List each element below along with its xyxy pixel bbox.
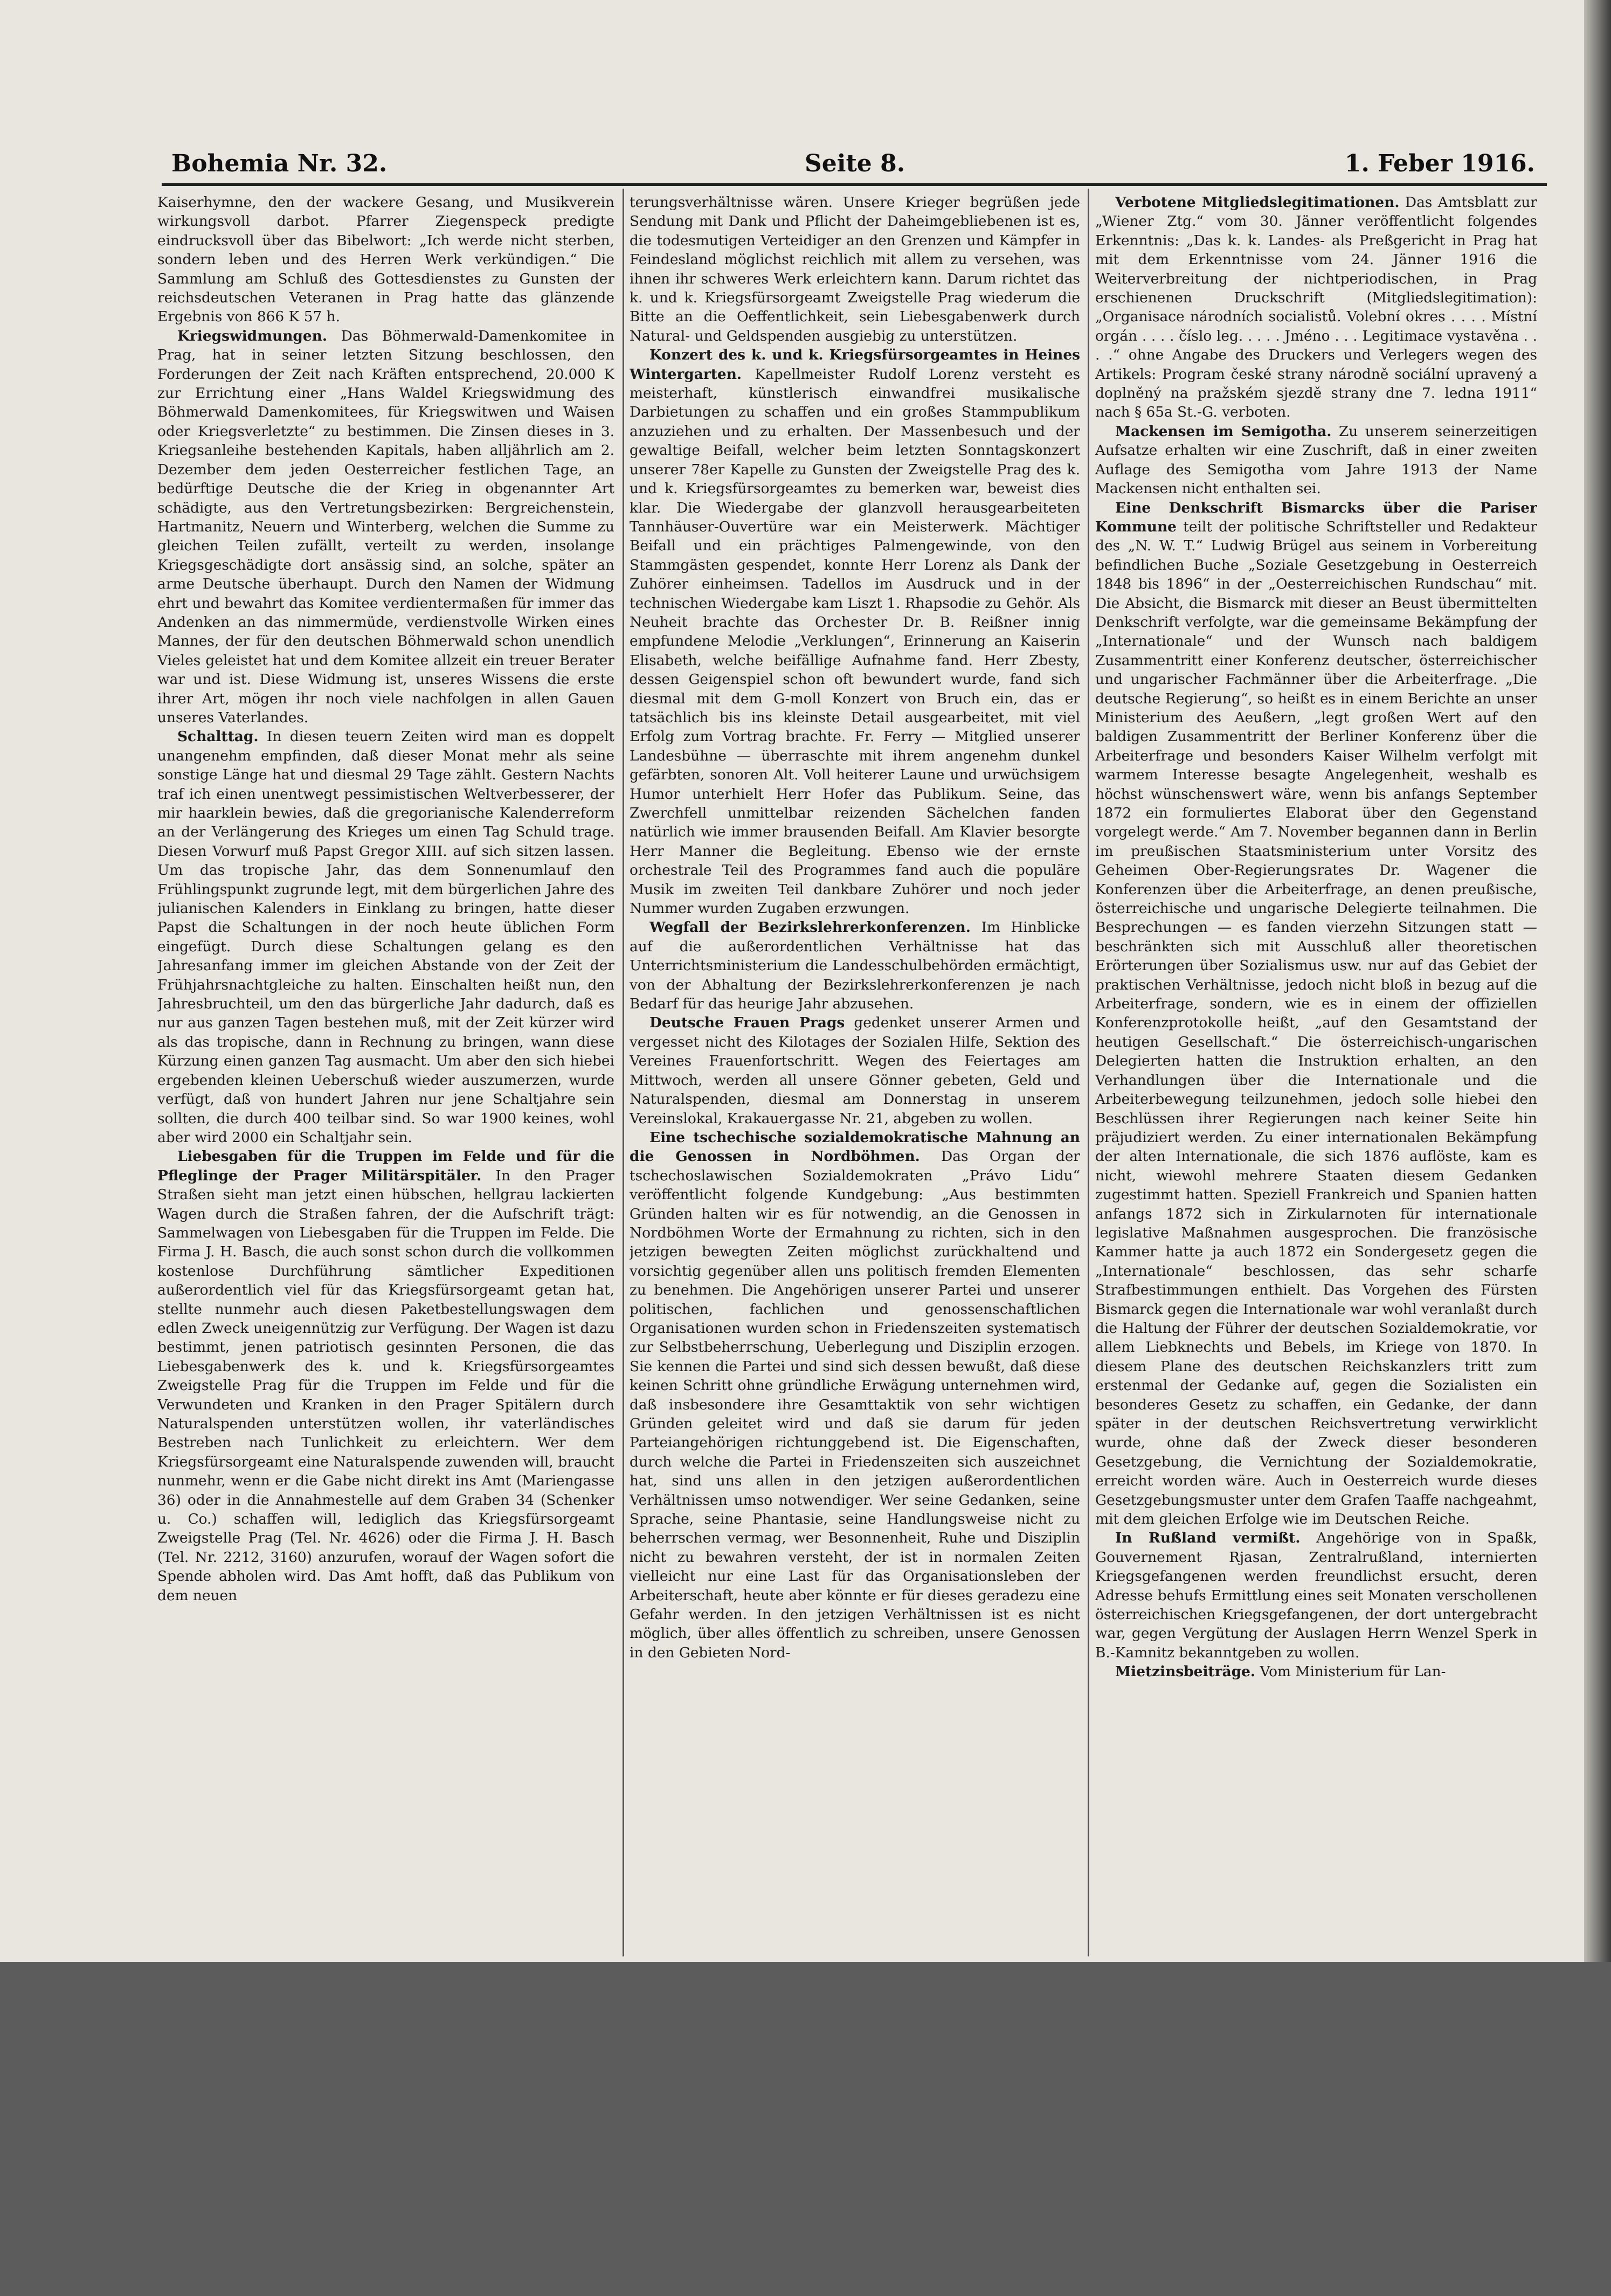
column-divider <box>623 189 624 1956</box>
article-body: gedenket unserer Armen und vergesset nicht des Kilotages der Sozialen Hilfe, Sektion des Vereines Frauenfortschritt. Wegen des Feiertages am Mittwoch, werden all unsere Gönner gebeten, Geld und Naturalspenden, diesmal am Donnerstag in unserem Vereinslokal, Krakauergasse Nr. 21, abgeben zu wollen. <box>630 1014 1080 1127</box>
article-paragraph <box>630 1013 1080 1128</box>
article-paragraph <box>157 727 614 1147</box>
article-headline: Kriegswidmungen. <box>177 327 328 344</box>
article-headline: Deutsche Frauen Prags <box>649 1014 845 1032</box>
article-paragraph <box>1095 422 1537 499</box>
column-divider <box>1088 189 1089 1956</box>
article-paragraph <box>1095 1529 1537 1662</box>
issue-date: 1. Feber 1916. <box>1344 150 1535 177</box>
text-column-1 <box>157 193 614 1955</box>
article-paragraph <box>1095 1662 1537 1681</box>
article-paragraph <box>1095 193 1537 422</box>
article-headline: Schalttag. <box>177 728 259 745</box>
article-headline: Mackensen im Semigotha. <box>1115 423 1332 440</box>
article-body: Das Organ der tschechoslawischen Sozialdemokraten „Právo Lidu“ veröffentlicht folgende Kundgebung: „Aus bestimmten Gründen halten wir es für notwendig, an die Genossen in Nordböhmen Worte der Ermahnung zu richten, sich in den jetzigen bewegten Zeiten möglichst zurückhaltend und vorsichtig gegenüber allen uns politisch fremden Elementen zu benehmen. Die Angehörigen unserer Partei und unserer politischen, fachlichen und genossenschaftlichen Organisationen wurden schon in Friedenszeiten systematisch zur Selbstbeherrschung, Ueberlegung und Disziplin erzogen. Sie kennen die Partei und sind sich dessen bewußt, daß diese keinen Schritt ohne gründliche Erwägung unternehmen wird, daß insbesondere ihre Gesamttaktik von sehr wichtigen Gründen geleitet wird und daß sie darum für jeden Parteiangehörigen richtunggebend ist. Die Eigenschaften, durch welche die Partei in Friedenszeiten sich auszeichnet hat, sind uns allen in den jetzigen außerordentlichen Verhältnissen umso notwendiger. Wer seine Gedanken, seine Sprache, seine Phantasie, seine Handlungsweise nicht zu beherrschen vermag, wer Besonnenheit, Ruhe und Disziplin nicht zu bewahren versteht, der ist in normalen Zeiten vielleicht nur eine Last für das Organisationsleben der Arbeiterschaft, heute aber könnte er für dieses geradezu eine Gefahr werden. In den jetzigen Verhältnissen ist es nicht möglich, über alles öffentlich zu schreiben, unsere Genossen in den Gebieten Nord- <box>630 1148 1080 1661</box>
article-body: teilt der politische Schriftsteller und Redakteur des „N. W. T.“ Ludwig Brügel aus seinem in Vorbereitung befindlichen Buche „Soziale Gesetzgebung in Oesterreich 1848 bis 1896“ in der „Oesterreichischen Rundschau“ mit. Die Absicht, die Bismarck mit dieser an Beust übermittelten Denkschrift verfolgte, war die gemeinsame Bekämpfung der „Internationale“ und der Wunsch nach baldigem Zusammentritt einer Konferenz deutscher, österreichischer und ungarischer Fachmänner über die Arbeiterfrage. „Die deutsche Regierung“, so heißt es in einem Berichte an unser Ministerium des Aeußern, „legt großen Wert auf den baldigen Zusammentritt der Berliner Konferenz über die Arbeiterfrage und besonders Kaiser Wilhelm verfolgt mit warmem Interesse besagte Angelegenheit, weshalb es höchst wünschenswert wäre, wenn bis anfangs September 1872 ein formuliertes Elaborat über den Gegenstand vorgelegt werde.“ Am 7. November begannen dann in Berlin im preußischen Staatsministerium unter Vorsitz des Geheimen Ober-Regierungsrates Dr. Wagener die Konferenzen über die Arbeiterfrage, an denen preußische, österreichische und ungarische Delegierte teilnahmen. Die Besprechungen — es fanden vierzehn Sitzungen statt — beschränkten sich mit Ausschluß aller theoretischen Erörterungen über Sozialismus usw. nur auf das Gebiet der praktischen Verhältnisse, jedoch nicht bloß in bezug auf die Arbeiterfrage, sondern, wie es in einem der offiziellen Konferenzprotokolle heißt, „auf den Gesamtstand der heutigen Gesellschaft.“ Die österreichisch-ungarischen Delegierten hatten die Instruktion erhalten, an den Verhandlungen über die Internationale und die Arbeiterbewegung teilzunehmen, jedoch solle hiebei den Beschlüssen ihrer Regierungen nach keiner Seite hin präjudiziert werden. Zu einer internationalen Bekämpfung der alten Internationale, die sich 1876 auflöste, kam es nicht, wiewohl mehrere Staaten diesem Gedanken zugestimmt hatten. Speziell Frankreich und Spanien hatten anfangs 1872 sich in Zirkularnoten für internationale legislative Maßnahmen ausgesprochen. Die französische Kammer hatte ja auch 1872 ein Sondergesetz gegen die „Internationale“ beschlossen, das sehr scharfe Strafbestimmungen enthielt. Das Vorgehen des Fürsten Bismarck gegen die Internationale war wohl veranlaßt durch die Haltung der Führer der deutschen Sozialdemokratie, vor allem Liebknechts und Bebels, im Kriege von 1870. In diesem Plane des deutschen Reichskanzlers tritt zum erstenmal der Gedanke auf, gegen die Sozialisten ein besonderes Gesetz zu schaffen, ein Gedanke, der dann später in der deutschen Reichsvertretung verwirklicht wurde, ohne daß der Zweck dieser besonderen Gesetzgebung, die Vernichtung der Sozialdemokratie, erreicht worden wäre. Auch in Oesterreich wurde dieses Gesetzgebungsmuster unter dem Grafen Taaffe nachgeahmt, mit dem gleichen Erfolge wie im Deutschen Reiche. <box>1095 518 1537 1528</box>
article-paragraph <box>630 918 1080 1013</box>
article-body: Kapellmeister Rudolf Lorenz versteht es meisterhaft, künstlerisch einwandfrei musikalische Darbietungen zu schaffen und ein großes Stammpublikum anzuziehen und zu erhalten. Der Massenbesuch und der gewaltige Beifall, welcher beim letzten Sonntagskonzert unserer 78er Kapelle zu Gunsten der Zweigstelle Prag des k. und k. Kriegsfürsorgeamtes zu bemerken war, beweist dies klar. Die Wiedergabe der glanzvoll herausgearbeiteten Tannhäuser-Ouvertüre war ein Meisterwerk. Mächtiger Beifall und ein prächtiges Palmengewinde, von den Stammgästen gespendet, konnte Herr Lorenz als Dank der Zuhörer einheimsen. Tadellos im Ausdruck und in der technischen Wiedergabe kam Liszt 1. Rhapsodie zu Gehör. Als Neuheit brachte das Orchester Dr. B. Reißner innig empfundene Melodie „Verklungen“, Erinnerung an Kaiserin Elisabeth, welche beifällige Aufnahme fand. Herr Zbesty, dessen Geigenspiel schon oft bewundert wurde, fand sich diesmal mit dem G-moll Konzert von Bruch ein, das er tatsächlich bis ins kleinste Detail ausgearbeitet, mit viel Erfolg zum Vortrag brachte. Fr. Ferry — Mitglied unserer Landesbühne — überraschte mit ihrem angenehm dunkel gefärbten, sonoren Alt. Voll heiterer Laune und urwüchsigem Humor unterhielt Herr Hofer das Publikum. Seine, das Zwerchfell unmittelbar reizenden Sächelchen fanden natürlich wie immer brausenden Beifall. Am Klavier besorgte Herr Manner die Begleitung. Ebenso wie der ernste orchestrale Teil des Programmes fand auch die populäre Musik im zweiten Teil dankbare Zuhörer und noch jeder Nummer wurden Zugaben erzwungen. <box>630 365 1080 917</box>
article-body: terungsverhältnisse wären. Unsere Krieger begrüßen jede Sendung mit Dank und Pflicht der Daheimgebliebenen ist es, die todesmutigen Verteidiger an den Grenzen und Kämpfer in Feindesland möglichst reichlich mit allem zu versehen, was ihnen ihr schweres Werk erleichtern kann. Darum richtet das k. und k. Kriegsfürsorgeamt Zweigstelle Prag wiederum die Bitte an die Oeffentlichkeit, sein Liebesgabenwerk durch Natural- und Geldspenden ausgiebig zu unterstützen. <box>630 194 1080 344</box>
article-paragraph <box>157 1147 614 1605</box>
page-header <box>171 150 1535 182</box>
article-paragraph <box>157 193 614 327</box>
article-paragraph <box>630 1128 1080 1662</box>
article-paragraph <box>1095 499 1537 1529</box>
article-headline: Eine Denkschrift Bismarcks über die Pariser Kommune <box>1095 499 1537 535</box>
article-body: Vom Ministerium für Lan- <box>1260 1663 1446 1680</box>
header-rule <box>162 183 1547 186</box>
article-body: Im Hinblicke auf die außerordentlichen Verhältnisse hat das Unterrichtsministerium die Landesschulbehörden ermächtigt, von der Abhaltung der Bezirkslehrerkonferenzen je nach Bedarf für das heurige Jahr abzusehen. <box>630 919 1080 1013</box>
article-paragraph <box>630 345 1080 918</box>
article-headline: Verbotene Mitgliedslegitimationen. <box>1115 194 1400 211</box>
article-headline: Mietzinsbeiträge. <box>1115 1663 1256 1680</box>
article-body: Zu unserem seinerzeitigen Aufsatze erhalten wir eine Zuschrift, daß in einer zweiten Auflage des Semigotha vom Jahre 1913 der Name Mackensen nicht enthalten sei. <box>1095 423 1537 497</box>
article-paragraph <box>630 193 1080 345</box>
scanner-background <box>0 1962 1611 2296</box>
article-body: Das Amtsblatt zur „Wiener Ztg.“ vom 30. Jänner veröffentlicht folgendes Erkenntnis: „Das k. k. Landes- als Preßgericht in Prag hat mit dem Erkenntnisse vom 24. Jänner 1916 die Weiterverbreitung der nichtperiodischen, in Prag erschienenen Druckschrift (Mitgliedslegitimation): „Organisace národních socialistů. Volební okres . . . . Místní orgán . . . . číslo leg. . . . . Jméno . . . Legitimace vystavěna . . . .“ ohne Angabe des Druckers und Verlegers wegen des Artikels: Program české strany národně sociální upravený a doplněný na pražském sjezdě strany dne 7. ledna 1911“ nach § 65a St.-G. verboten. <box>1095 194 1537 421</box>
page-edge-shadow <box>1584 0 1611 1962</box>
article-body: Kaiserhymne, den der wackere Gesang, und Musikverein wirkungsvoll darbot. Pfarrer Ziegenspeck predigte eindrucksvoll über das Bibelwort: „Ich werde nicht sterben, sondern leben und des Herren Werk verkündigen.“ Die Sammlung am Schluß des Gottesdienstes zu Gunsten der reichsdeutschen Veteranen in Prag hatte das glänzende Ergebnis von 866 K 57 h. <box>157 194 614 326</box>
page-number: Seite 8. <box>805 150 905 177</box>
text-column-3 <box>1095 193 1537 1955</box>
text-column-2 <box>630 193 1080 1955</box>
article-body: In den Prager Straßen sieht man jetzt einen hübschen, hellgrau lackierten Wagen durch die Straßen fahren, der die Aufschrift trägt: Sammelwagen von Liebesgaben für die Truppen im Felde. Die Firma J. H. Basch, die auch sonst schon durch die vollkommen kostenlose Durchführung sämtlicher Expeditionen außerordentlich viel für das Kriegsfürsorgeamt getan hat, stellte nunmehr auch diesen Paketbestellungswagen dem edlen Zweck uneigennützig zur Verfügung. Der Wagen ist dazu bestimmt, jenen patriotisch gesinnten Personen, die das Liebesgabenwerk des k. und k. Kriegsfürsorgeamtes Zweigstelle Prag für die Truppen im Felde und für die Verwundeten und Kranken in den Prager Spitälern durch Naturalspenden unterstützen wollen, ihr vaterländisches Bestreben nach Tunlichkeit zu erleichtern. Wer dem Kriegsfürsorgeamt eine Naturalspende zuwenden will, braucht nunmehr, wenn er die Gabe nicht direkt ins Amt (Mariengasse 36) oder in die Annahmestelle auf dem Graben 34 (Schenker u. Co.) schaffen will, lediglich das Kriegsfürsorgeamt Zweigstelle Prag (Tel. Nr. 4626) oder die Firma J. H. Basch (Tel. Nr. 2212, 3160) anzurufen, worauf der Wagen sofort die Spende abholen wird. Das Amt hofft, daß das Publikum von dem neuen <box>157 1167 614 1604</box>
article-body: Angehörige von in Spaßk, Gouvernement Rjasan, Zentralrußland, internierten Kriegsgefangenen werden freundlichst ersucht, deren Adresse behufs Ermittlung eines seit Monaten verschollenen österreichischen Kriegsgefangenen, der dort untergebracht war, gegen Vergütung der Auslagen Herrn Wenzel Sperk in B.-Kamnitz bekanntgeben zu wollen. <box>1095 1530 1537 1661</box>
article-headline: Liebesgaben für die Truppen im Felde und für die Pfleglinge der Prager Militärspitäler. <box>157 1148 614 1184</box>
article-paragraph <box>157 327 614 728</box>
newspaper-issue: Bohemia Nr. 32. <box>171 150 388 177</box>
article-body: In diesen teuern Zeiten wird man es doppelt unangenehm empfinden, daß dieser Monat mehr als seine sonstige Länge hat und diesmal 29 Tage zählt. Gestern Nachts traf ich einen unentwegt pessimistischen Weltverbesserer, der mir haarklein bewies, daß die gregorianische Kalenderreform an der Verlängerung des Krieges um einen Tag Schuld trage. Diesen Vorwurf muß Papst Gregor XIII. auf sich sitzen lassen. Um das tropische Jahr, das dem Sonnenumlauf den Frühlingspunkt zugrunde legt, mit dem bürgerlichen Jahre des julianischen Kalenders in Einklang zu bringen, hatte dieser Papst die Schaltungen in der noch heute üblichen Form eingefügt. Durch diese Schaltungen gelang es den Jahresanfang immer im gleichen Abstande von der Zeit der Frühjahrsnachtgleiche zu halten. Einschalten heißt nun, den Jahresbruchteil, um den das bürgerliche Jahr dadurch, daß es nur aus ganzen Tagen bestehen muß, mit der Zeit kürzer wird als das tropische, dann in Rechnung zu bringen, wann diese Kürzung einen ganzen Tag ausmacht. Um aber den sich hiebei ergebenden kleinen Ueberschuß wieder auszumerzen, wurde verfügt, daß von hundert Jahren nur jene Schaltjahre sein sollten, die durch 400 teilbar sind. So war 1900 keines, wohl aber wird 2000 ein Schaltjahr sein. <box>157 728 614 1146</box>
article-headline: In Rußland vermißt. <box>1115 1530 1301 1547</box>
article-headline: Eine tschechische sozialdemokratische Mahnung an die Genossen in Nordböhmen. <box>630 1129 1080 1165</box>
article-headline: Konzert des k. und k. Kriegsfürsorgeamtes in Heines Wintergarten. <box>630 347 1080 383</box>
article-headline: Wegfall der Bezirkslehrerkonferenzen. <box>649 919 971 936</box>
article-body: Das Böhmerwald-Damenkomitee in Prag, hat in seiner letzten Sitzung beschlossen, den Forderungen der Zeit nach Kräften entsprechend, 20.000 K zur Errichtung einer „Hans Waldel Kriegswidmung des Böhmerwald Damenkomitees, für Kriegswitwen und Waisen oder Kriegsverletzte“ zu bestimmen. Die Zinsen dieses in 3. Kriegsanleihe bestehenden Kapitals, haben alljährlich am 2. Dezember dem jeden Oesterreicher festlichen Tage, an bedürftige Deutsche die der Krieg in obgenannter Art schädigte, aus den Vertretungsbezirken: Bergreichenstein, Hartmanitz, Neuern und Winterberg, welchen die Summe zu gleichen Teilen zufällt, verteilt zu werden, insolange Kriegsgeschädigte dort ansässig sind, an solche, später an arme Deutsche überhaupt. Durch den Namen der Widmung ehrt und bewahrt das Komitee verdientermaßen für immer das Andenken an das nimmermüde, verdienstvolle Wirken eines Mannes, der für den deutschen Böhmerwald schon unendlich Vieles geleistet hat und dem Komitee allzeit ein treuer Berater war und ist. Diese Widmung ist, unseres Wissens die erste ihrer Art, mögen ihr noch viele nachfolgen in allen Gauen unseres Vaterlandes. <box>157 327 614 726</box>
